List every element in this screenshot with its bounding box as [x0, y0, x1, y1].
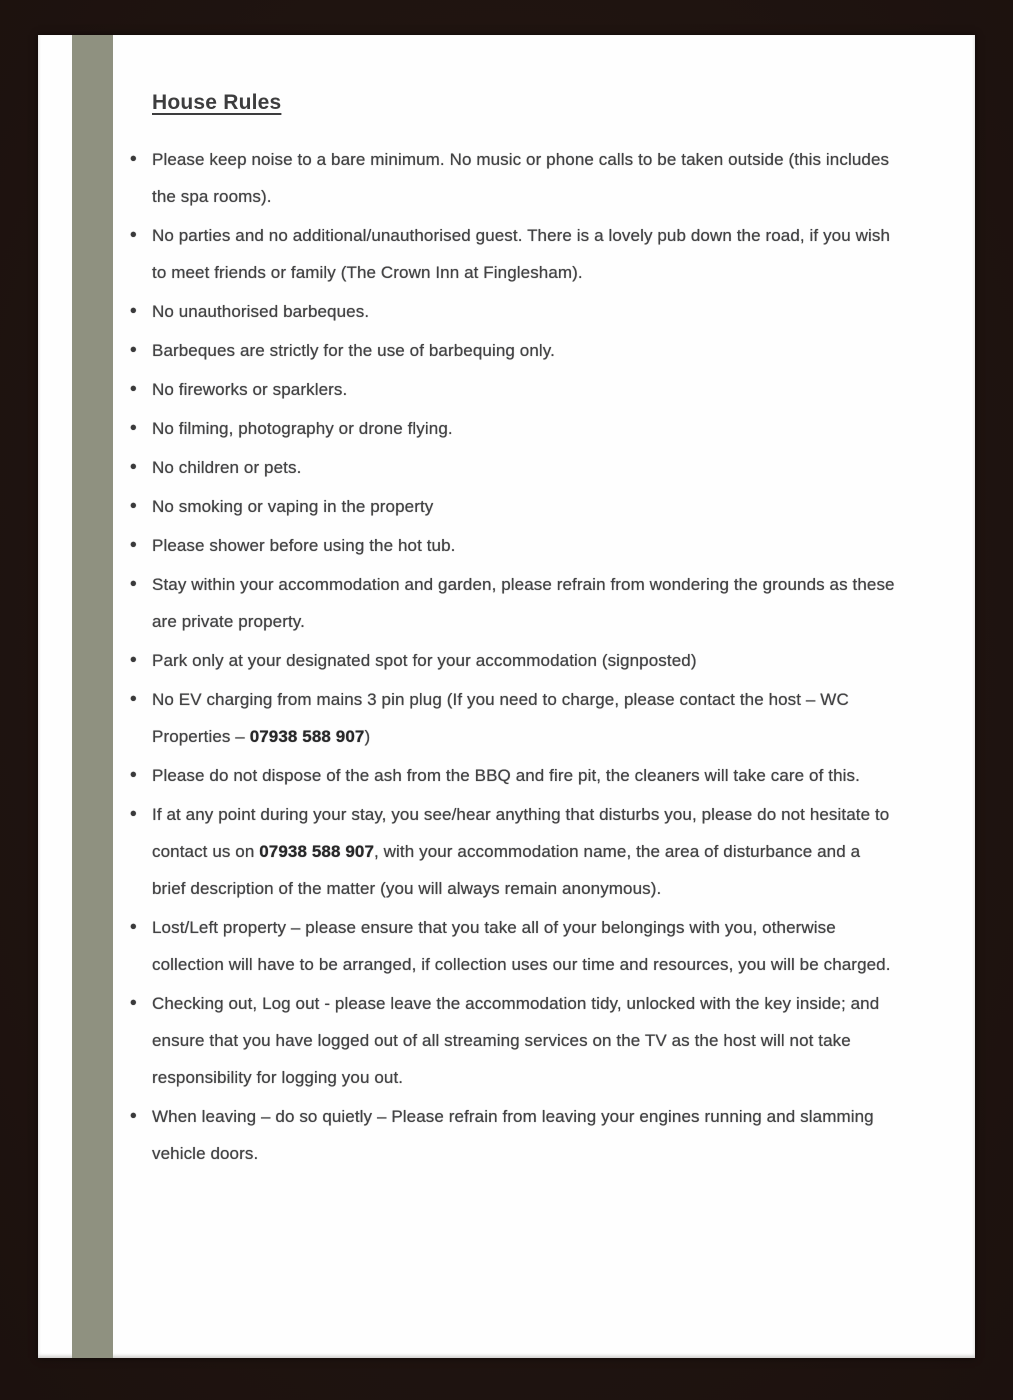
rule-item: [130, 527, 895, 564]
rule-text: When leaving – do so quietly – Please refrain from leaving your engines running and slamming vehicle doors.: [152, 1107, 874, 1163]
rule-item: [130, 488, 895, 525]
page-title: House Rules: [152, 91, 282, 114]
left-accent-stripe: [72, 35, 113, 1358]
rule-text: No parties and no additional/unauthorised guest. There is a lovely pub down the road, if you wish to meet friends or family (The Crown Inn at Finglesham).: [152, 226, 891, 282]
rule-text: No fireworks or sparklers.: [152, 380, 348, 399]
rule-text: Lost/Left property – please ensure that you take all of your belongings with you, otherwise collection will have to be arranged, if collection uses our time and resources, you will be charged.: [152, 918, 891, 974]
rule-text: , with your accommodation name, the area of disturbance and a brief description of the matter (you will always remain anonymous).: [152, 842, 861, 898]
rule-item: [130, 757, 895, 794]
document-content: [130, 91, 925, 1174]
rule-item: [130, 909, 895, 983]
rule-text: No children or pets.: [152, 458, 302, 477]
rule-text: Checking out, Log out - please leave the accommodation tidy, unlocked with the key inside; and ensure that you have logged out of all streaming services on the TV as the host will not take responsibility for logging you out.: [152, 994, 880, 1087]
rule-item: [130, 410, 895, 447]
document-page: [38, 35, 975, 1358]
rule-text: Stay within your accommodation and garden, please refrain from wondering the grounds as these are private property.: [152, 575, 895, 631]
phone-number: 07938 588 907: [259, 842, 374, 861]
rule-text: No filming, photography or drone flying.: [152, 419, 453, 438]
rule-text: Please shower before using the hot tub.: [152, 536, 456, 555]
rule-item: [130, 985, 895, 1096]
rule-item: [130, 293, 895, 330]
rule-item: [130, 642, 895, 679]
rule-item: [130, 332, 895, 369]
rule-text: Park only at your designated spot for your accommodation (signposted): [152, 651, 697, 670]
phone-number: 07938 588 907: [249, 727, 365, 746]
rule-text: Barbeques are strictly for the use of barbequing only.: [152, 341, 555, 360]
rule-item: [130, 796, 895, 907]
rule-text: No smoking or vaping in the property: [152, 497, 434, 516]
rule-item: [130, 681, 895, 755]
rule-text: No EV charging from mains 3 pin plug (If you need to charge, please contact the host – WC Properties –: [152, 690, 849, 746]
rule-item: [130, 566, 895, 640]
rules-list: [130, 141, 895, 1172]
rule-text: Please keep noise to a bare minimum. No music or phone calls to be taken outside (this includes the spa rooms).: [152, 150, 890, 206]
rule-text: ): [364, 727, 371, 746]
rule-item: [130, 371, 895, 408]
rule-item: [130, 449, 895, 486]
rule-text: No unauthorised barbeques.: [152, 302, 370, 321]
rule-text: If at any point during your stay, you see/hear anything that disturbs you, please do not hesitate to contact us on: [152, 805, 890, 861]
rule-item: [130, 141, 895, 215]
rule-item: [130, 1098, 895, 1172]
rule-item: [130, 217, 895, 291]
rule-text: Please do not dispose of the ash from the BBQ and fire pit, the cleaners will take care of this.: [152, 766, 860, 785]
